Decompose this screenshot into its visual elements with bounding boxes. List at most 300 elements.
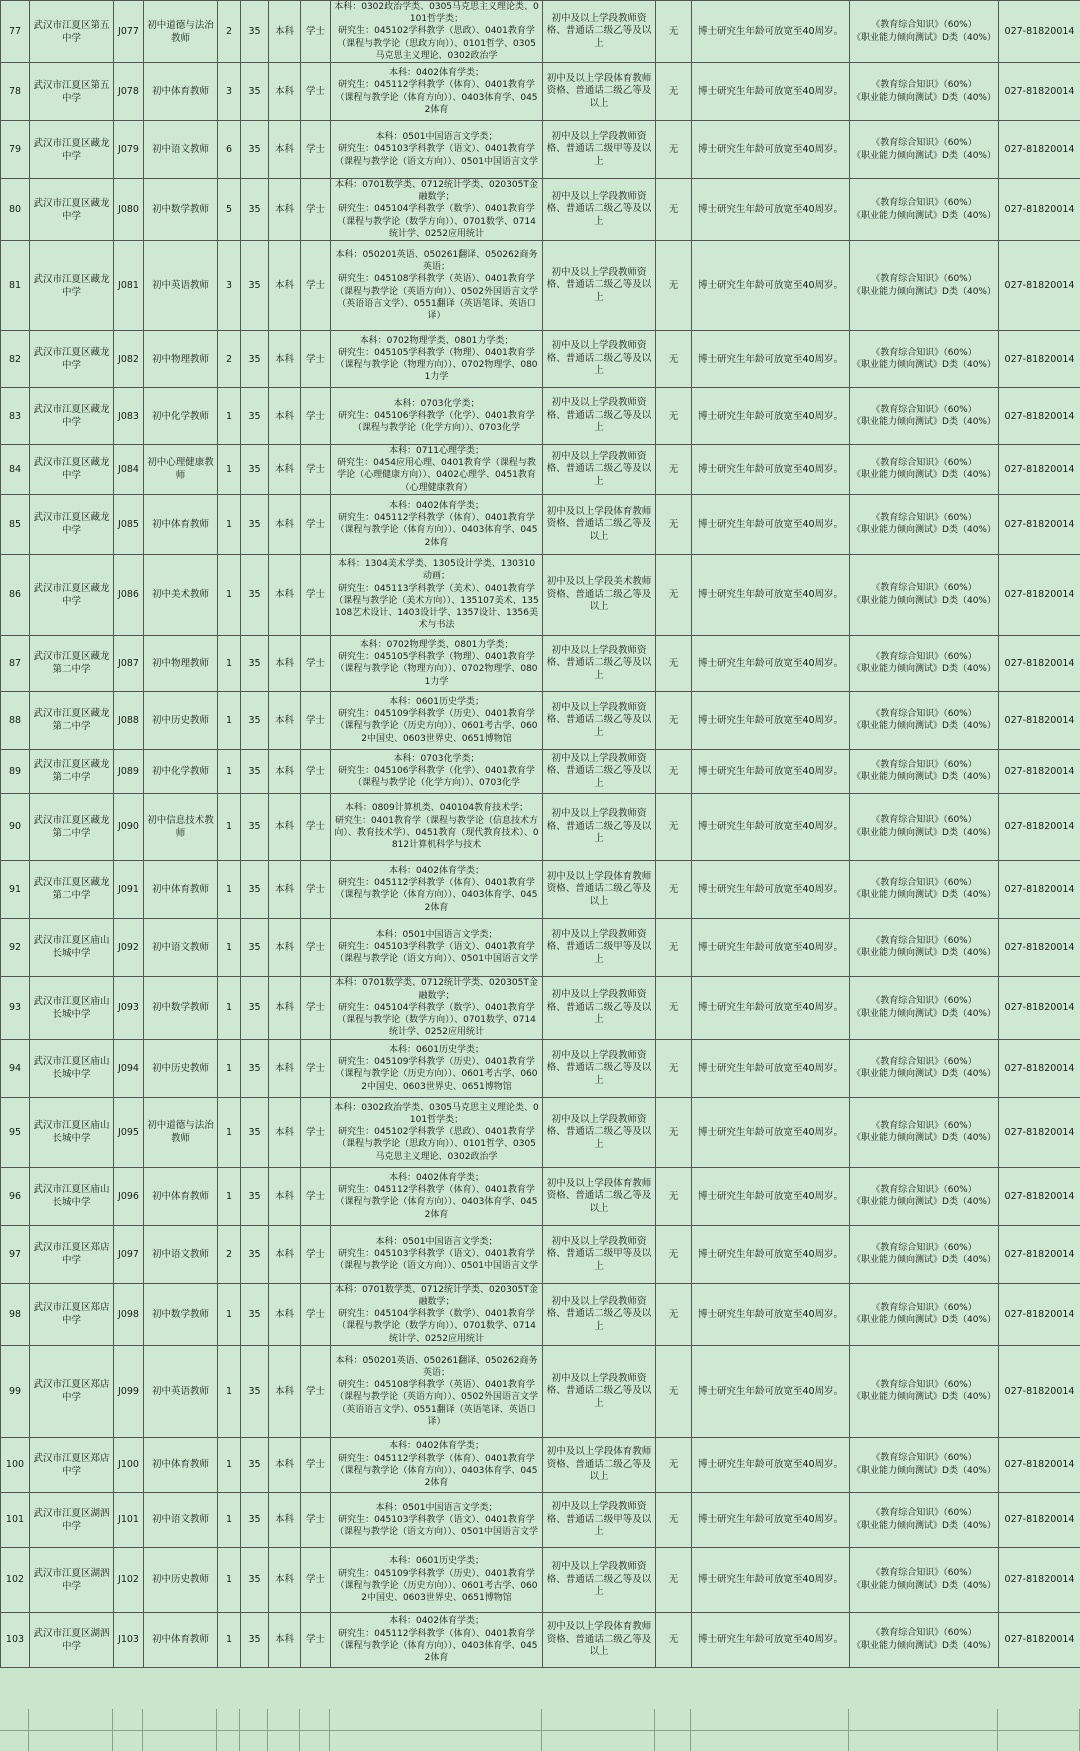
other-requirement-cell: 无	[656, 1492, 692, 1547]
post-code-cell: J099	[114, 1345, 144, 1437]
major-requirement-cell: 本科：0702物理学类、0801力学类； 研究生：045105学科教学（物理）、0401教育学（课程与教学论（物理方向））、0702物理学、0801力学	[331, 331, 543, 388]
contact-phone-cell: 027-81820014	[999, 241, 1080, 331]
unit-cell: 武汉市江夏区藏龙第二中学	[30, 691, 114, 749]
hire-count-cell: 1	[218, 749, 241, 793]
degree-cell: 学士	[301, 860, 331, 918]
row-number-cell: 99	[1, 1345, 30, 1437]
unit-cell: 武汉市江夏区藏龙中学	[30, 494, 114, 554]
exam-subject-cell: 《教育综合知识》（60%） 《职业能力倾向测试》D类（40%）	[850, 241, 999, 331]
age-limit-cell: 35	[241, 635, 269, 691]
age-limit-cell: 35	[241, 918, 269, 976]
exam-subject-cell: 《教育综合知识》（60%） 《职业能力倾向测试》D类（40%）	[850, 1039, 999, 1097]
post-name-cell: 初中语文教师	[144, 1492, 218, 1547]
unit-cell: 武汉市江夏区郑店中学	[30, 1345, 114, 1437]
contact-phone-cell: 027-81820014	[999, 1225, 1080, 1283]
education-cell: 本科	[269, 918, 301, 976]
education-cell: 本科	[269, 388, 301, 445]
post-name-cell: 初中体育教师	[144, 1612, 218, 1667]
remark-cell: 博士研究生年龄可放宽至40周岁。	[692, 179, 850, 241]
exam-subject-cell: 《教育综合知识》（60%） 《职业能力倾向测试》D类（40%）	[850, 1, 999, 63]
major-requirement-cell: 本科：0402体育学类； 研究生：045112学科教学（体育）、0401教育学（课程与教学论（体育方向））、0403体育学、0452体育	[331, 1167, 543, 1225]
certificate-requirement-cell: 初中及以上学段教师资格、普通话二级乙等及以上	[543, 331, 656, 388]
age-limit-cell: 35	[241, 179, 269, 241]
row-number-cell: 102	[1, 1547, 30, 1612]
certificate-requirement-cell: 初中及以上学段教师资格、普通话二级乙等及以上	[543, 1283, 656, 1345]
post-code-cell: J091	[114, 860, 144, 918]
unit-cell: 武汉市江夏区藏龙中学	[30, 241, 114, 331]
education-cell: 本科	[269, 1547, 301, 1612]
unit-cell: 武汉市江夏区庙山长城中学	[30, 1167, 114, 1225]
major-requirement-cell: 本科：0809计算机类、040104教育技术学； 研究生：0401教育学（课程与教学论（信息技术方向）、教育技术学）、0451教育（现代教育技术）、0812计算机科学与技术	[331, 793, 543, 860]
certificate-requirement-cell: 初中及以上学段体育教师资格、普通话二级乙等及以上	[543, 860, 656, 918]
contact-phone-cell: 027-81820014	[999, 554, 1080, 635]
major-requirement-cell: 本科：0702物理学类、0801力学类； 研究生：045105学科教学（物理）、0401教育学（课程与教学论（物理方向））、0702物理学、0801力学	[331, 635, 543, 691]
hire-count-cell: 1	[218, 1167, 241, 1225]
education-cell: 本科	[269, 793, 301, 860]
major-requirement-cell: 本科：0302政治学类、0305马克思主义理论类、0101哲学类； 研究生：045102学科教学（思政）、0401教育学（课程与教学论（思政方向））、0101哲学、0305马克思主义理论、0302政治学	[331, 1097, 543, 1167]
remark-cell: 博士研究生年龄可放宽至40周岁。	[692, 241, 850, 331]
other-requirement-cell: 无	[656, 388, 692, 445]
certificate-requirement-cell: 初中及以上学段教师资格、普通话二级乙等及以上	[543, 445, 656, 495]
post-code-cell: J087	[114, 635, 144, 691]
post-name-cell: 初中体育教师	[144, 63, 218, 121]
other-requirement-cell: 无	[656, 1547, 692, 1612]
post-code-cell: J080	[114, 179, 144, 241]
age-limit-cell: 35	[241, 1547, 269, 1612]
row-number-cell: 82	[1, 331, 30, 388]
post-code-cell: J100	[114, 1437, 144, 1492]
education-cell: 本科	[269, 179, 301, 241]
row-number-cell: 92	[1, 918, 30, 976]
post-name-cell: 初中化学教师	[144, 749, 218, 793]
table-row	[1, 554, 1080, 635]
row-number-cell: 83	[1, 388, 30, 445]
contact-phone-cell: 027-81820014	[999, 1547, 1080, 1612]
major-requirement-cell: 本科：0701数学类、0712统计学类、020305T金融数学； 研究生：045104学科教学（数学）、0401教育学（课程与教学论（数学方向））、0701数学、0714统计学、0252应用统计	[331, 179, 543, 241]
table-row	[1, 1345, 1080, 1437]
hire-count-cell: 1	[218, 1612, 241, 1667]
remark-cell: 博士研究生年龄可放宽至40周岁。	[692, 1283, 850, 1345]
degree-cell: 学士	[301, 331, 331, 388]
degree-cell: 学士	[301, 1437, 331, 1492]
contact-phone-cell: 027-81820014	[999, 918, 1080, 976]
remark-cell: 博士研究生年龄可放宽至40周岁。	[692, 1225, 850, 1283]
exam-subject-cell: 《教育综合知识》（60%） 《职业能力倾向测试》D类（40%）	[850, 1437, 999, 1492]
post-code-cell: J081	[114, 241, 144, 331]
exam-subject-cell: 《教育综合知识》（60%） 《职业能力倾向测试》D类（40%）	[850, 388, 999, 445]
contact-phone-cell: 027-81820014	[999, 494, 1080, 554]
table-row	[1, 241, 1080, 331]
remark-cell: 博士研究生年龄可放宽至40周岁。	[692, 331, 850, 388]
remark-cell: 博士研究生年龄可放宽至40周岁。	[692, 1612, 850, 1667]
post-name-cell: 初中物理教师	[144, 331, 218, 388]
exam-subject-cell: 《教育综合知识》（60%） 《职业能力倾向测试》D类（40%）	[850, 63, 999, 121]
row-number-cell: 88	[1, 691, 30, 749]
age-limit-cell: 35	[241, 331, 269, 388]
hire-count-cell: 5	[218, 179, 241, 241]
contact-phone-cell: 027-81820014	[999, 1612, 1080, 1667]
degree-cell: 学士	[301, 494, 331, 554]
table-row	[1, 918, 1080, 976]
major-requirement-cell: 本科：0302政治学类、0305马克思主义理论类、0101哲学类； 研究生：045102学科教学（思政）、0401教育学（课程与教学论（思政方向））、0101哲学、0305马克思主义理论、0302政治学	[331, 1, 543, 63]
table-row	[1, 1437, 1080, 1492]
post-name-cell: 初中道德与法治教师	[144, 1097, 218, 1167]
remark-cell: 博士研究生年龄可放宽至40周岁。	[692, 1097, 850, 1167]
hire-count-cell: 1	[218, 976, 241, 1039]
exam-subject-cell: 《教育综合知识》（60%） 《职业能力倾向测试》D类（40%）	[850, 1612, 999, 1667]
exam-subject-cell: 《教育综合知识》（60%） 《职业能力倾向测试》D类（40%）	[850, 1167, 999, 1225]
age-limit-cell: 35	[241, 63, 269, 121]
contact-phone-cell: 027-81820014	[999, 1167, 1080, 1225]
post-name-cell: 初中历史教师	[144, 691, 218, 749]
remark-cell: 博士研究生年龄可放宽至40周岁。	[692, 63, 850, 121]
other-requirement-cell: 无	[656, 1, 692, 63]
exam-subject-cell: 《教育综合知识》（60%） 《职业能力倾向测试》D类（40%）	[850, 860, 999, 918]
table-row	[1, 860, 1080, 918]
certificate-requirement-cell: 初中及以上学段体育教师资格、普通话二级乙等及以上	[543, 1167, 656, 1225]
post-code-cell: J101	[114, 1492, 144, 1547]
table-row	[1, 388, 1080, 445]
hire-count-cell: 1	[218, 918, 241, 976]
major-requirement-cell: 本科：0601历史学类； 研究生：045109学科教学（历史）、0401教育学（课程与教学论（历史方向））、0601考古学、0602中国史、0603世界史、0651博物馆	[331, 691, 543, 749]
post-code-cell: J078	[114, 63, 144, 121]
remark-cell: 博士研究生年龄可放宽至40周岁。	[692, 749, 850, 793]
table-row	[1, 1097, 1080, 1167]
contact-phone-cell: 027-81820014	[999, 976, 1080, 1039]
major-requirement-cell: 本科：050201英语、050261翻译、050262商务英语； 研究生：045108学科教学（英语）、0401教育学（课程与教学论（英语方向））、0502外国语言文学（英语语言文学）、0551翻译（英语笔译、英语口译）	[331, 1345, 543, 1437]
age-limit-cell: 35	[241, 1097, 269, 1167]
other-requirement-cell: 无	[656, 1225, 692, 1283]
post-name-cell: 初中数学教师	[144, 1283, 218, 1345]
other-requirement-cell: 无	[656, 445, 692, 495]
other-requirement-cell: 无	[656, 1612, 692, 1667]
post-code-cell: J083	[114, 388, 144, 445]
certificate-requirement-cell: 初中及以上学段教师资格、普通话二级乙等及以上	[543, 976, 656, 1039]
post-code-cell: J094	[114, 1039, 144, 1097]
other-requirement-cell: 无	[656, 494, 692, 554]
post-code-cell: J093	[114, 976, 144, 1039]
post-name-cell: 初中化学教师	[144, 388, 218, 445]
post-code-cell: J090	[114, 793, 144, 860]
exam-subject-cell: 《教育综合知识》（60%） 《职业能力倾向测试》D类（40%）	[850, 976, 999, 1039]
major-requirement-cell: 本科：0402体育学类； 研究生：045112学科教学（体育）、0401教育学（课程与教学论（体育方向））、0403体育学、0452体育	[331, 1612, 543, 1667]
remark-cell: 博士研究生年龄可放宽至40周岁。	[692, 976, 850, 1039]
row-number-cell: 89	[1, 749, 30, 793]
row-number-cell: 96	[1, 1167, 30, 1225]
major-requirement-cell: 本科：0501中国语言文学类； 研究生：045103学科教学（语文）、0401教育学（课程与教学论（语文方向））、0501中国语言文学	[331, 918, 543, 976]
row-number-cell: 77	[1, 1, 30, 63]
other-requirement-cell: 无	[656, 121, 692, 179]
exam-subject-cell: 《教育综合知识》（60%） 《职业能力倾向测试》D类（40%）	[850, 1345, 999, 1437]
education-cell: 本科	[269, 976, 301, 1039]
post-name-cell: 初中心理健康教师	[144, 445, 218, 495]
hire-count-cell: 3	[218, 63, 241, 121]
unit-cell: 武汉市江夏区湖泗中学	[30, 1547, 114, 1612]
unit-cell: 武汉市江夏区庙山长城中学	[30, 1097, 114, 1167]
age-limit-cell: 35	[241, 1612, 269, 1667]
education-cell: 本科	[269, 241, 301, 331]
remark-cell: 博士研究生年龄可放宽至40周岁。	[692, 691, 850, 749]
certificate-requirement-cell: 初中及以上学段体育教师资格、普通话二级乙等及以上	[543, 63, 656, 121]
degree-cell: 学士	[301, 976, 331, 1039]
remark-cell: 博士研究生年龄可放宽至40周岁。	[692, 554, 850, 635]
exam-subject-cell: 《教育综合知识》（60%） 《职业能力倾向测试》D类（40%）	[850, 691, 999, 749]
major-requirement-cell: 本科：050201英语、050261翻译、050262商务英语； 研究生：045108学科教学（英语）、0401教育学（课程与教学论（英语方向））、0502外国语言文学（英语语言文学）、0551翻译（英语笔译、英语口译）	[331, 241, 543, 331]
other-requirement-cell: 无	[656, 691, 692, 749]
row-number-cell: 87	[1, 635, 30, 691]
education-cell: 本科	[269, 1097, 301, 1167]
contact-phone-cell: 027-81820014	[999, 635, 1080, 691]
remark-cell: 博士研究生年龄可放宽至40周岁。	[692, 860, 850, 918]
table-row	[1, 1492, 1080, 1547]
hire-count-cell: 2	[218, 1, 241, 63]
degree-cell: 学士	[301, 1283, 331, 1345]
age-limit-cell: 35	[241, 793, 269, 860]
post-name-cell: 初中英语教师	[144, 241, 218, 331]
education-cell: 本科	[269, 1612, 301, 1667]
post-name-cell: 初中历史教师	[144, 1039, 218, 1097]
table-row	[1, 1225, 1080, 1283]
certificate-requirement-cell: 初中及以上学段体育教师资格、普通话二级乙等及以上	[543, 494, 656, 554]
education-cell: 本科	[269, 121, 301, 179]
age-limit-cell: 35	[241, 1492, 269, 1547]
unit-cell: 武汉市江夏区郑店中学	[30, 1225, 114, 1283]
age-limit-cell: 35	[241, 1283, 269, 1345]
hire-count-cell: 1	[218, 1039, 241, 1097]
unit-cell: 武汉市江夏区第五中学	[30, 1, 114, 63]
table-row	[1, 976, 1080, 1039]
contact-phone-cell: 027-81820014	[999, 179, 1080, 241]
degree-cell: 学士	[301, 1547, 331, 1612]
unit-cell: 武汉市江夏区藏龙中学	[30, 445, 114, 495]
table-row	[1, 1167, 1080, 1225]
degree-cell: 学士	[301, 445, 331, 495]
certificate-requirement-cell: 初中及以上学段教师资格、普通话二级乙等及以上	[543, 1039, 656, 1097]
table-row	[1, 494, 1080, 554]
education-cell: 本科	[269, 860, 301, 918]
post-name-cell: 初中语文教师	[144, 121, 218, 179]
hire-count-cell: 1	[218, 793, 241, 860]
row-number-cell: 78	[1, 63, 30, 121]
row-number-cell: 91	[1, 860, 30, 918]
major-requirement-cell: 本科：0601历史学类； 研究生：045109学科教学（历史）、0401教育学（课程与教学论（历史方向））、0601考古学、0602中国史、0603世界史、0651博物馆	[331, 1039, 543, 1097]
hire-count-cell: 6	[218, 121, 241, 179]
table-row	[1, 1, 1080, 63]
table-row	[1, 749, 1080, 793]
post-code-cell: J096	[114, 1167, 144, 1225]
age-limit-cell: 35	[241, 1345, 269, 1437]
post-code-cell: J082	[114, 331, 144, 388]
other-requirement-cell: 无	[656, 179, 692, 241]
hire-count-cell: 1	[218, 1547, 241, 1612]
exam-subject-cell: 《教育综合知识》（60%） 《职业能力倾向测试》D类（40%）	[850, 331, 999, 388]
other-requirement-cell: 无	[656, 749, 692, 793]
remark-cell: 博士研究生年龄可放宽至40周岁。	[692, 635, 850, 691]
education-cell: 本科	[269, 445, 301, 495]
post-name-cell: 初中物理教师	[144, 635, 218, 691]
contact-phone-cell: 027-81820014	[999, 331, 1080, 388]
education-cell: 本科	[269, 494, 301, 554]
contact-phone-cell: 027-81820014	[999, 1345, 1080, 1437]
unit-cell: 武汉市江夏区藏龙中学	[30, 388, 114, 445]
age-limit-cell: 35	[241, 1039, 269, 1097]
hire-count-cell: 1	[218, 1345, 241, 1437]
remark-cell: 博士研究生年龄可放宽至40周岁。	[692, 1039, 850, 1097]
post-code-cell: J095	[114, 1097, 144, 1167]
remark-cell: 博士研究生年龄可放宽至40周岁。	[692, 1345, 850, 1437]
contact-phone-cell: 027-81820014	[999, 860, 1080, 918]
post-code-cell: J079	[114, 121, 144, 179]
education-cell: 本科	[269, 749, 301, 793]
certificate-requirement-cell: 初中及以上学段教师资格、普通话二级乙等及以上	[543, 1, 656, 63]
row-number-cell: 95	[1, 1097, 30, 1167]
certificate-requirement-cell: 初中及以上学段教师资格、普通话二级乙等及以上	[543, 793, 656, 860]
contact-phone-cell: 027-81820014	[999, 793, 1080, 860]
other-requirement-cell: 无	[656, 1345, 692, 1437]
other-requirement-cell: 无	[656, 793, 692, 860]
unit-cell: 武汉市江夏区湖泗中学	[30, 1612, 114, 1667]
remark-cell: 博士研究生年龄可放宽至40周岁。	[692, 1, 850, 63]
other-requirement-cell: 无	[656, 860, 692, 918]
remark-cell: 博士研究生年龄可放宽至40周岁。	[692, 445, 850, 495]
other-requirement-cell: 无	[656, 554, 692, 635]
degree-cell: 学士	[301, 635, 331, 691]
post-name-cell: 初中语文教师	[144, 1225, 218, 1283]
education-cell: 本科	[269, 1, 301, 63]
unit-cell: 武汉市江夏区藏龙第二中学	[30, 635, 114, 691]
age-limit-cell: 35	[241, 1167, 269, 1225]
age-limit-cell: 35	[241, 445, 269, 495]
hire-count-cell: 1	[218, 1283, 241, 1345]
table-row	[1, 331, 1080, 388]
other-requirement-cell: 无	[656, 635, 692, 691]
certificate-requirement-cell: 初中及以上学段教师资格、普通话二级乙等及以上	[543, 1345, 656, 1437]
degree-cell: 学士	[301, 918, 331, 976]
education-cell: 本科	[269, 63, 301, 121]
education-cell: 本科	[269, 331, 301, 388]
hire-count-cell: 2	[218, 1225, 241, 1283]
unit-cell: 武汉市江夏区庙山长城中学	[30, 918, 114, 976]
education-cell: 本科	[269, 1437, 301, 1492]
exam-subject-cell: 《教育综合知识》（60%） 《职业能力倾向测试》D类（40%）	[850, 749, 999, 793]
certificate-requirement-cell: 初中及以上学段体育教师资格、普通话二级乙等及以上	[543, 1612, 656, 1667]
contact-phone-cell: 027-81820014	[999, 1437, 1080, 1492]
unit-cell: 武汉市江夏区藏龙第二中学	[30, 860, 114, 918]
degree-cell: 学士	[301, 691, 331, 749]
certificate-requirement-cell: 初中及以上学段教师资格、普通话二级甲等及以上	[543, 918, 656, 976]
major-requirement-cell: 本科：0601历史学类； 研究生：045109学科教学（历史）、0401教育学（课程与教学论（历史方向））、0601考古学、0602中国史、0603世界史、0651博物馆	[331, 1547, 543, 1612]
other-requirement-cell: 无	[656, 1039, 692, 1097]
certificate-requirement-cell: 初中及以上学段美术教师资格、普通话二级乙等及以上	[543, 554, 656, 635]
other-requirement-cell: 无	[656, 1167, 692, 1225]
table-row	[1, 1612, 1080, 1667]
post-code-cell: J092	[114, 918, 144, 976]
table-row	[1, 63, 1080, 121]
age-limit-cell: 35	[241, 1225, 269, 1283]
contact-phone-cell: 027-81820014	[999, 445, 1080, 495]
remark-cell: 博士研究生年龄可放宽至40周岁。	[692, 388, 850, 445]
major-requirement-cell: 本科：0501中国语言文学类； 研究生：045103学科教学（语文）、0401教育学（课程与教学论（语文方向））、0501中国语言文学	[331, 1225, 543, 1283]
row-number-cell: 79	[1, 121, 30, 179]
table-row	[1, 445, 1080, 495]
major-requirement-cell: 本科：0402体育学类； 研究生：045112学科教学（体育）、0401教育学（课程与教学论（体育方向））、0403体育学、0452体育	[331, 860, 543, 918]
hire-count-cell: 2	[218, 331, 241, 388]
post-code-cell: J097	[114, 1225, 144, 1283]
unit-cell: 武汉市江夏区藏龙中学	[30, 179, 114, 241]
hire-count-cell: 1	[218, 388, 241, 445]
row-number-cell: 93	[1, 976, 30, 1039]
certificate-requirement-cell: 初中及以上学段教师资格、普通话二级乙等及以上	[543, 241, 656, 331]
other-requirement-cell: 无	[656, 331, 692, 388]
education-cell: 本科	[269, 1225, 301, 1283]
major-requirement-cell: 本科：0501中国语言文学类； 研究生：045103学科教学（语文）、0401教育学（课程与教学论（语文方向））、0501中国语言文学	[331, 121, 543, 179]
degree-cell: 学士	[301, 1167, 331, 1225]
post-code-cell: J102	[114, 1547, 144, 1612]
major-requirement-cell: 本科：0701数学类、0712统计学类、020305T金融数学； 研究生：045104学科教学（数学）、0401教育学（课程与教学论（数学方向））、0701数学、0714统计学、0252应用统计	[331, 976, 543, 1039]
hire-count-cell: 1	[218, 1437, 241, 1492]
degree-cell: 学士	[301, 388, 331, 445]
major-requirement-cell: 本科：0703化学类； 研究生：045106学科教学（化学）、0401教育学（课程与教学论（化学方向））、0703化学	[331, 749, 543, 793]
post-name-cell: 初中道德与法治教师	[144, 1, 218, 63]
exam-subject-cell: 《教育综合知识》（60%） 《职业能力倾向测试》D类（40%）	[850, 494, 999, 554]
contact-phone-cell: 027-81820014	[999, 1283, 1080, 1345]
degree-cell: 学士	[301, 179, 331, 241]
row-number-cell: 98	[1, 1283, 30, 1345]
degree-cell: 学士	[301, 793, 331, 860]
degree-cell: 学士	[301, 1225, 331, 1283]
contact-phone-cell: 027-81820014	[999, 1, 1080, 63]
certificate-requirement-cell: 初中及以上学段体育教师资格、普通话二级乙等及以上	[543, 1437, 656, 1492]
age-limit-cell: 35	[241, 976, 269, 1039]
certificate-requirement-cell: 初中及以上学段教师资格、普通话二级甲等及以上	[543, 121, 656, 179]
degree-cell: 学士	[301, 1612, 331, 1667]
degree-cell: 学士	[301, 1492, 331, 1547]
row-number-cell: 100	[1, 1437, 30, 1492]
contact-phone-cell: 027-81820014	[999, 63, 1080, 121]
degree-cell: 学士	[301, 241, 331, 331]
remark-cell: 博士研究生年龄可放宽至40周岁。	[692, 1167, 850, 1225]
hire-count-cell: 1	[218, 1492, 241, 1547]
exam-subject-cell: 《教育综合知识》（60%） 《职业能力倾向测试》D类（40%）	[850, 1283, 999, 1345]
major-requirement-cell: 本科：0711心理学类； 研究生：0454应用心理、0401教育学（课程与教学论（心理健康方向））、0402心理学、0451教育（心理健康教育）	[331, 445, 543, 495]
certificate-requirement-cell: 初中及以上学段教师资格、普通话二级乙等及以上	[543, 749, 656, 793]
unit-cell: 武汉市江夏区藏龙中学	[30, 554, 114, 635]
remark-cell: 博士研究生年龄可放宽至40周岁。	[692, 1437, 850, 1492]
post-name-cell: 初中数学教师	[144, 976, 218, 1039]
education-cell: 本科	[269, 1283, 301, 1345]
exam-subject-cell: 《教育综合知识》（60%） 《职业能力倾向测试》D类（40%）	[850, 445, 999, 495]
contact-phone-cell: 027-81820014	[999, 388, 1080, 445]
age-limit-cell: 35	[241, 691, 269, 749]
post-name-cell: 初中体育教师	[144, 1167, 218, 1225]
row-number-cell: 86	[1, 554, 30, 635]
other-requirement-cell: 无	[656, 63, 692, 121]
certificate-requirement-cell: 初中及以上学段教师资格、普通话二级乙等及以上	[543, 1547, 656, 1612]
exam-subject-cell: 《教育综合知识》（60%） 《职业能力倾向测试》D类（40%）	[850, 179, 999, 241]
post-name-cell: 初中数学教师	[144, 179, 218, 241]
table-row	[1, 1547, 1080, 1612]
table-row	[1, 1039, 1080, 1097]
exam-subject-cell: 《教育综合知识》（60%） 《职业能力倾向测试》D类（40%）	[850, 1492, 999, 1547]
age-limit-cell: 35	[241, 494, 269, 554]
education-cell: 本科	[269, 1039, 301, 1097]
post-code-cell: J103	[114, 1612, 144, 1667]
hire-count-cell: 1	[218, 860, 241, 918]
row-number-cell: 103	[1, 1612, 30, 1667]
degree-cell: 学士	[301, 1, 331, 63]
certificate-requirement-cell: 初中及以上学段教师资格、普通话二级乙等及以上	[543, 388, 656, 445]
remark-cell: 博士研究生年龄可放宽至40周岁。	[692, 121, 850, 179]
